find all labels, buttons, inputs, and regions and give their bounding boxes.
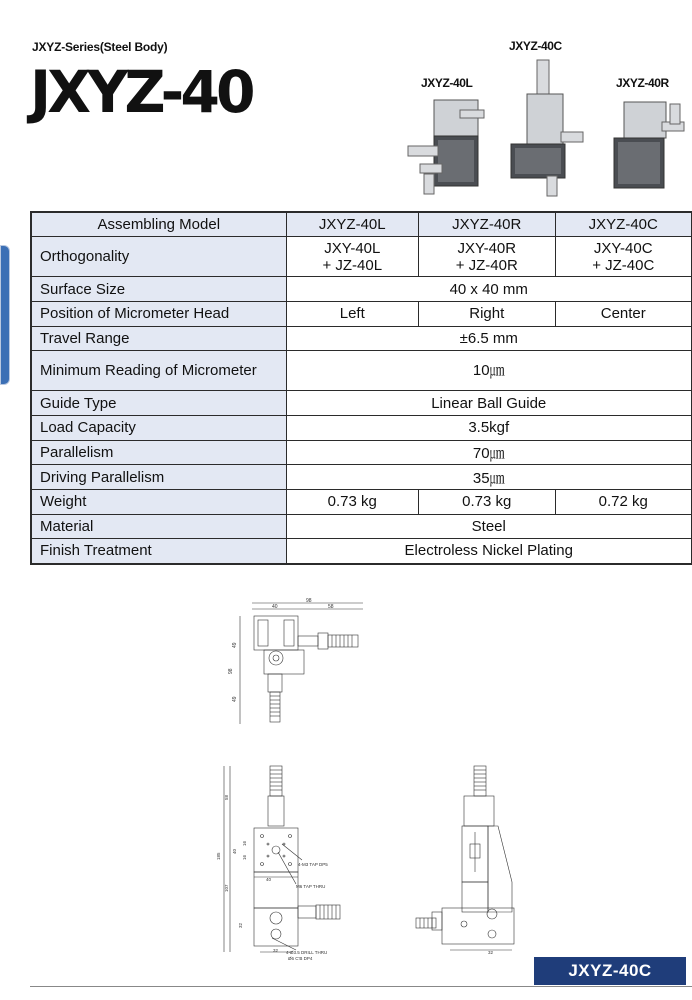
driving-parallelism-value: 35㎛ [286,465,692,490]
row-label-minimum-reading: Minimum Reading of Micrometer [31,351,286,391]
note-m6-tap: M6 TAP THRU [296,884,326,889]
product-label-left: JXYZ-40L [421,76,473,90]
orthogonality-l-line2: + JZ-40L [322,256,383,274]
orthogonality-r [419,237,555,277]
top-view-drawing [228,596,378,736]
header-jxyz-40r: JXYZ-40R [419,212,555,237]
material-value: Steel [286,514,692,539]
table-row [31,415,692,440]
orthogonality-r-line1: JXY-40R [457,239,517,257]
product-label-right: JXYZ-40R [616,76,669,90]
dim-49-left-b: 49 [232,696,238,702]
position-l: Left [286,301,419,326]
product-image-right [608,92,688,196]
row-label-travel-range: Travel Range [31,326,286,351]
dim-98-left: 98 [228,668,234,674]
orthogonality-r-line2: + JZ-40R [455,256,518,274]
table-row [31,326,692,351]
header-jxyz-40l: JXYZ-40L [286,212,419,237]
note-drill-thru: 4-Ø3.5 DRILL THRU [286,950,328,955]
row-label-material: Material [31,514,286,539]
travel-range-value: ±6.5 mm [286,326,692,351]
product-image-left [404,92,490,198]
row-label-micrometer-position: Position of Micrometer Head [31,301,286,326]
dim-32-bottom: 32 [273,948,279,953]
row-label-orthogonality: Orthogonality [31,237,286,277]
table-row [31,237,692,277]
orthogonality-c [555,237,692,277]
dim-32-side: 32 [238,922,243,928]
note-4-m3-tap: 4-M3 TAP DP5 [298,862,328,867]
orthogonality-l [286,237,419,277]
table-row [31,440,692,465]
dim-98-top: 98 [306,598,312,604]
note-cb-dp4: Ø6 C'B DP4 [288,956,313,961]
table-row [31,351,692,391]
dim-40-top: 40 [272,604,278,610]
header-jxyz-40c: JXYZ-40C [555,212,692,237]
table-row [31,490,692,515]
dim-107: 107 [224,884,229,892]
weight-r: 0.73 kg [419,490,555,515]
position-r: Right [419,301,555,326]
orthogonality-c-line1: JXY-40C [593,239,653,257]
dim-58-side: 58 [224,794,229,800]
orthogonality-c-line2: + JZ-40C [592,256,655,274]
dim-40-side: 40 [232,848,237,854]
weight-c: 0.72 kg [555,490,692,515]
table-header-row [31,212,692,237]
side-view-drawing [412,762,532,962]
finish-treatment-value: Electroless Nickel Plating [286,539,692,564]
model-title: JXYZ-40 [30,58,252,126]
dim-185: 185 [216,852,221,860]
table-row [31,514,692,539]
table-row [31,539,692,564]
row-label-parallelism: Parallelism [31,440,286,465]
dim-16-side-b: 16 [242,854,247,860]
table-row [31,277,692,302]
parallelism-value: 70㎛ [286,440,692,465]
row-label-surface-size: Surface Size [31,277,286,302]
dim-49-left-a: 49 [232,642,238,648]
table-row [31,391,692,416]
dim-16-side-a: 16 [242,840,247,846]
guide-type-value: Linear Ball Guide [286,391,692,416]
front-view-drawing [216,762,366,972]
header-assembling-model: Assembling Model [31,212,286,237]
row-label-finish-treatment: Finish Treatment [31,539,286,564]
table-row [31,465,692,490]
surface-size-value: 40 x 40 mm [286,277,692,302]
row-label-load-capacity: Load Capacity [31,415,286,440]
row-label-driving-parallelism: Driving Parallelism [31,465,286,490]
table-row [31,301,692,326]
bottom-divider [30,986,692,987]
product-image-center [507,58,587,198]
row-label-weight: Weight [31,490,286,515]
position-c: Center [555,301,692,326]
side-tab [0,245,10,385]
dim-58-top: 58 [328,604,334,610]
dim-32-right: 32 [488,950,494,955]
spec-table [30,211,692,565]
load-capacity-value: 3.5kgf [286,415,692,440]
row-label-guide-type: Guide Type [31,391,286,416]
minimum-reading-value: 10㎛ [286,351,692,391]
model-badge: JXYZ-40C [534,957,686,985]
series-title: JXYZ-Series(Steel Body) [32,40,168,54]
weight-l: 0.73 kg [286,490,419,515]
product-label-center: JXYZ-40C [509,39,562,53]
orthogonality-l-line1: JXY-40L [324,239,381,257]
dim-40-plate: 40 [266,877,272,882]
